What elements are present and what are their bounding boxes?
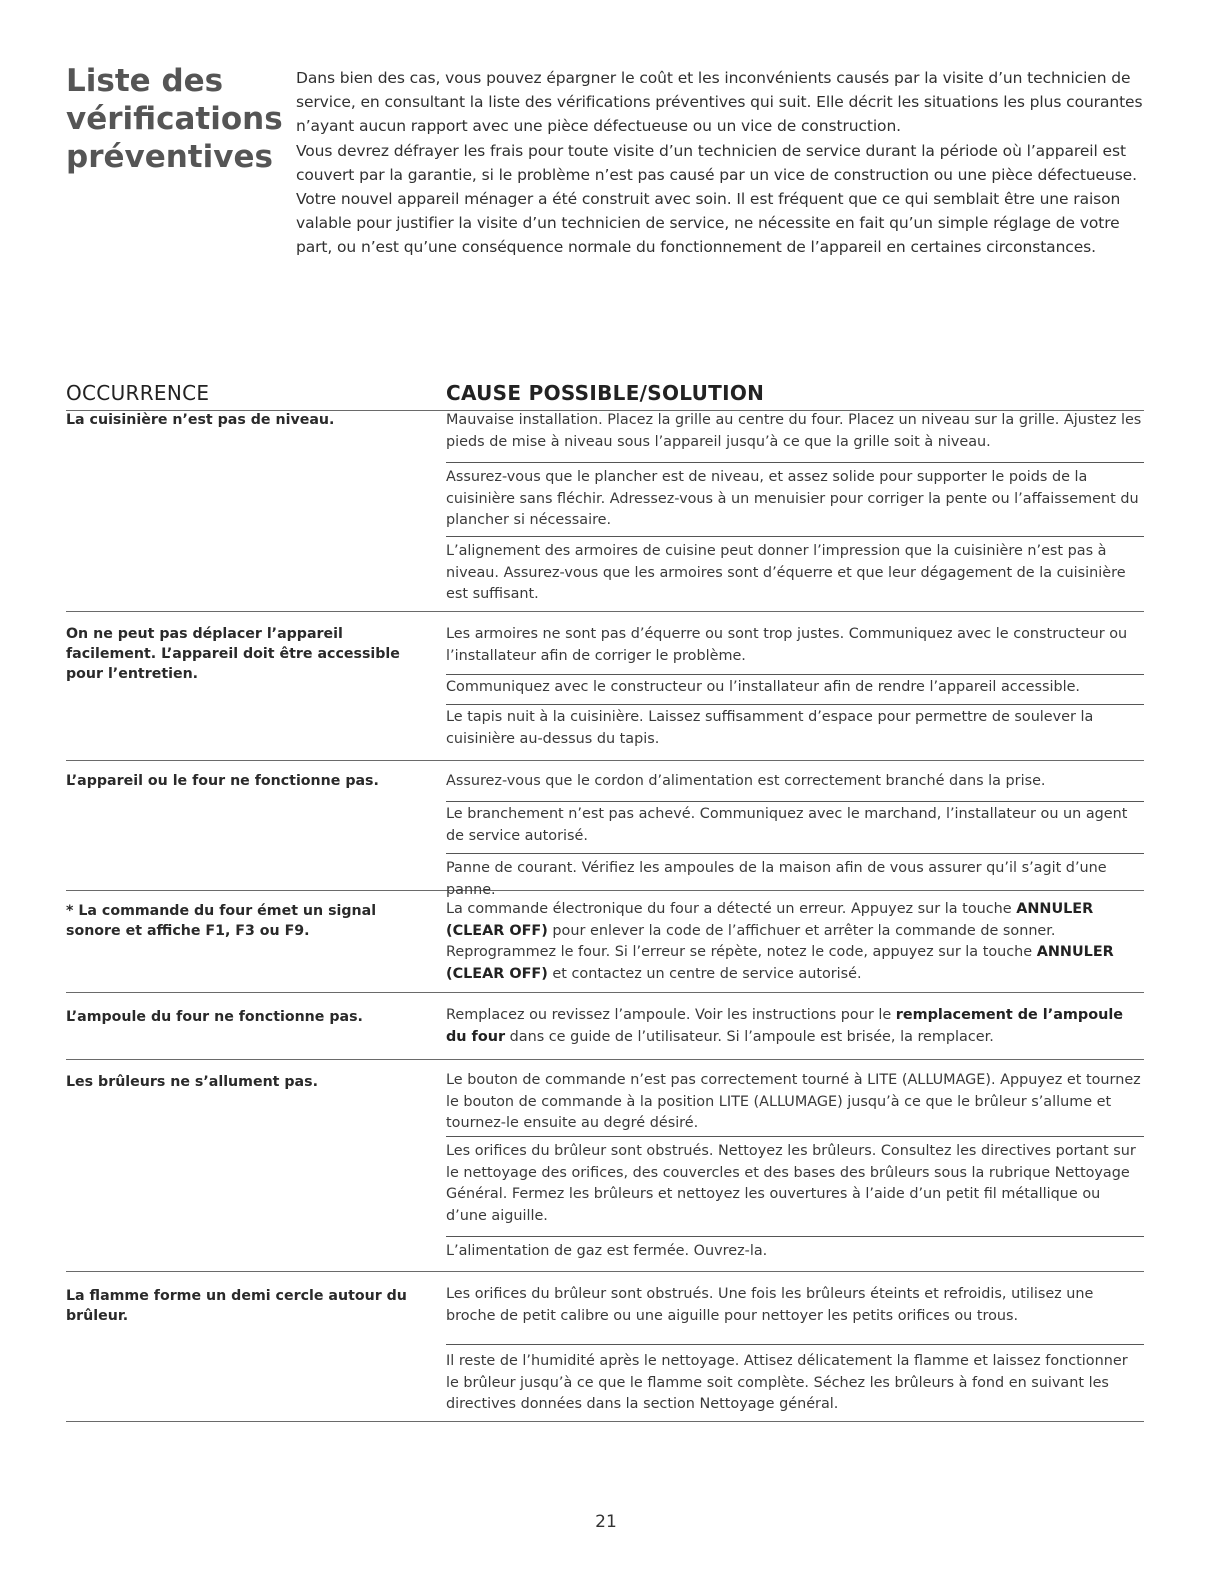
- troubleshooting-table: [66, 410, 1144, 1422]
- solution-item: Le tapis nuit à la cuisinière. Laissez suffisamment d’espace pour permettre de soulever la cuisinière au-dessus du tapis.: [446, 704, 1144, 750]
- solution-item: L’alimentation de gaz est fermée. Ouvrez-la.: [446, 1236, 1144, 1263]
- intro-paragraph-3: Votre nouvel appareil ménager a été construit avec soin. Il est fréquent que ce qui semblait être une raison valable pour justifier la visite d’un technicien de service, ne nécessite en fait qu’un simple réglage de votre part, ou n’est qu’une conséquence normale du fonctionnement de l’appareil en certaines circonstances.: [296, 190, 1121, 257]
- solution-item: Mauvaise installation. Placez la grille au centre du four. Placez un niveau sur la grille. Ajustez les pieds de mise à niveau sous l’appareil jusqu’à ce que la grille soit à niveau.: [446, 412, 1142, 450]
- cause-solution-header: CAUSE POSSIBLE/SOLUTION: [446, 381, 765, 405]
- occurrence-cell: L’appareil ou le four ne fonctionne pas.: [66, 773, 379, 789]
- table-row: [66, 1060, 1144, 1272]
- title-line-2: vérifications: [66, 101, 283, 137]
- table-row: [66, 891, 1144, 993]
- solution-item: Les orifices du brûleur sont obstrués. Une fois les brûleurs éteints et refroidis, utilisez une broche de petit calibre ou une aiguille pour nettoyer les petits orifices ou trous.: [446, 1286, 1094, 1324]
- occurrence-cell: La flamme forme un demi cercle autour du brûleur.: [66, 1288, 407, 1324]
- solution-item: Les orifices du brûleur sont obstrués. Nettoyez les brûleurs. Consultez les directives portant sur le nettoyage des orifices, des couvercles et des bases des brûleurs sous la rubrique Nettoyage Général. Fermez les brûleurs et nettoyez les ouvertures à l’aide d’un petit fil métallique ou d’une aiguille.: [446, 1136, 1144, 1236]
- occurrence-cell: La cuisinière n’est pas de niveau.: [66, 412, 335, 428]
- annuler-key-label: ANNULER (CLEAR OFF): [446, 901, 1094, 939]
- solution-item: Panne de courant. Vérifiez les ampoules de la maison afin de vous assurer qu’il s’agit d’une panne.: [446, 853, 1144, 901]
- solution-text: dans ce guide de l’utilisateur. Si l’ampoule est brisée, la remplacer.: [505, 1028, 994, 1045]
- occurrence-header: OCCURRENCE: [66, 381, 210, 405]
- solution-cell: [446, 1060, 1144, 1271]
- page-title: [66, 62, 286, 176]
- solution-text: La commande électronique du four a détecté un erreur. Appuyez sur la touche: [446, 901, 1017, 917]
- solution-item: Communiquez avec le constructeur ou l’installateur afin de rendre l’appareil accessible.: [446, 674, 1144, 704]
- solution-item: Assurez-vous que le cordon d’alimentation est correctement branché dans la prise.: [446, 773, 1046, 789]
- solution-item: [446, 891, 1144, 985]
- solution-item: [446, 993, 1144, 1048]
- table-row: [66, 993, 1144, 1060]
- solution-cell: [446, 612, 1144, 760]
- page-number: 21: [595, 1512, 617, 1532]
- solution-text: pour enlever la code de l’affichuer et arrêter la commande de sonner. Reprogrammez le four. Si l’erreur se répète, notez le code, appuyez sur la touche: [446, 922, 1056, 960]
- occurrence-cell: On ne peut pas déplacer l’appareil facilement. L’appareil doit être accessible pour l’entretien.: [66, 626, 400, 682]
- solution-cell: [446, 1272, 1144, 1421]
- title-line-3: préventives: [66, 139, 273, 175]
- solution-item: Le branchement n’est pas achevé. Communiquez avec le marchand, l’installateur ou un agent de service autorisé.: [446, 801, 1144, 853]
- solution-text: et contactez un centre de service autorisé.: [547, 965, 862, 982]
- solution-cell: [446, 993, 1144, 1059]
- table-row: [66, 612, 1144, 761]
- solution-text: Remplacez ou revissez l’ampoule. Voir les instructions pour le: [446, 1007, 896, 1023]
- solution-cell: [446, 761, 1144, 898]
- occurrence-cell: * La commande du four émet un signal sonore et affiche F1, F3 ou F9.: [66, 903, 377, 939]
- table-row: [66, 410, 1144, 612]
- guide-reference: remplacement de l’ampoule du four: [446, 1007, 1124, 1045]
- solution-item: L’alignement des armoires de cuisine peut donner l’impression que la cuisinière n’est pas à niveau. Assurez-vous que les armoires sont d’équerre et que leur dégagement de la cuisinière est suffisant.: [446, 536, 1144, 606]
- table-header: [66, 380, 1144, 411]
- occurrence-cell: Les brûleurs ne s’allument pas.: [66, 1074, 318, 1090]
- solution-item: Il reste de l’humidité après le nettoyage. Attisez délicatement la flamme et laissez fonctionner le brûleur jusqu’à ce que le flamme soit complète. Séchez les brûleurs à fond en suivant les directives données dans la section Nettoyage général.: [446, 1344, 1144, 1416]
- intro-paragraph-1: Dans bien des cas, vous pouvez épargner le coût et les inconvénients causés par la visite d’un technicien de service, en consultant la liste des vérifications préventives qui suit. Elle décrit les situations les plus courantes n’ayant aucun rapport avec une pièce défectueuse ou un vice de construction.: [296, 69, 1143, 136]
- annuler-key-label: ANNULER (CLEAR OFF): [446, 944, 1114, 982]
- solution-cell: [446, 410, 1144, 611]
- solution-item: Les armoires ne sont pas d’équerre ou sont trop justes. Communiquez avec le constructeur ou l’installateur afin de corriger le problème.: [446, 626, 1128, 664]
- title-line-1: Liste des: [66, 63, 224, 99]
- intro-text: [296, 66, 1156, 260]
- occurrence-cell: L’ampoule du four ne fonctionne pas.: [66, 1009, 363, 1025]
- intro-paragraph-2: Vous devrez défrayer les frais pour toute visite d’un technicien de service durant la période où l’appareil est couvert par la garantie, si le problème n’est pas causé par un vice de construction ou une pièce défectueuse.: [296, 141, 1137, 184]
- solution-item: Le bouton de commande n’est pas correctement tourné à LITE (ALLUMAGE). Appuyez et tournez le bouton de commande à la position LITE (ALLUMAGE) jusqu’à ce que le brûleur s’allume et tournez-le ensuite au degré désiré.: [446, 1072, 1141, 1131]
- solution-item: Assurez-vous que le plancher est de niveau, et assez solide pour supporter le poids de la cuisinière sans fléchir. Adressez-vous à un menuisier pour corriger la pente ou l’affaissement du plancher si nécessaire.: [446, 462, 1144, 536]
- table-row: [66, 761, 1144, 898]
- table-row: [66, 1272, 1144, 1422]
- solution-cell: [446, 891, 1144, 992]
